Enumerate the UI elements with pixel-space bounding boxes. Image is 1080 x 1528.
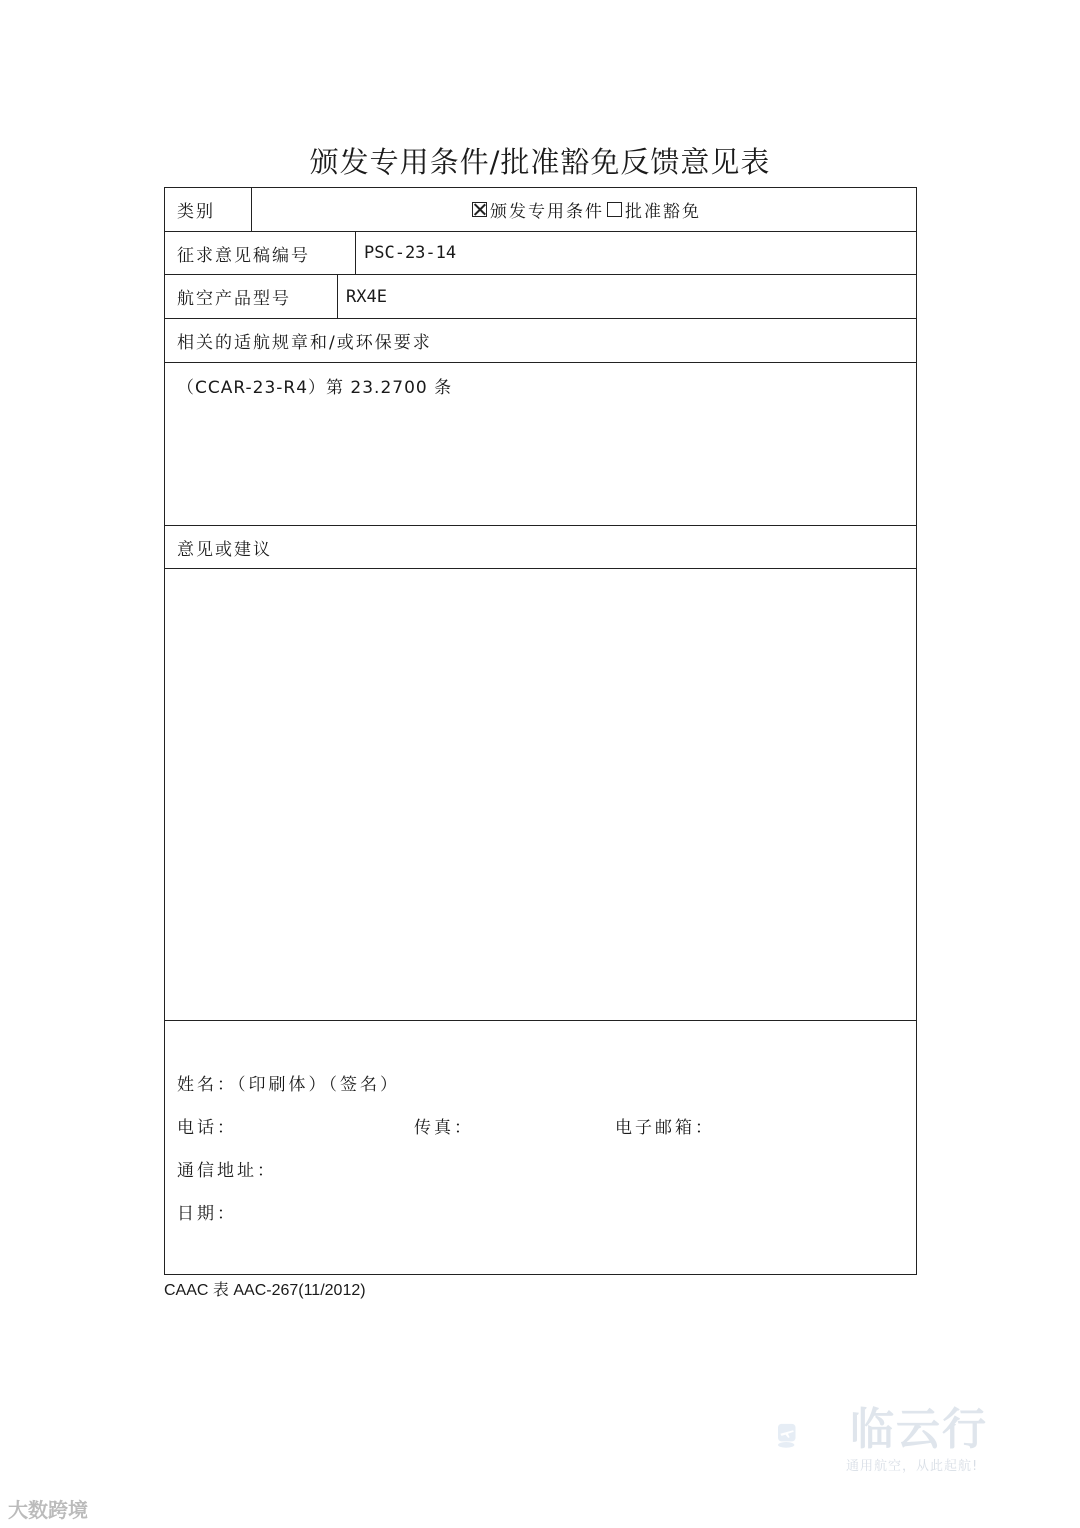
phone-field[interactable]: 电话： xyxy=(177,1118,237,1138)
checked-box-icon[interactable] xyxy=(472,202,487,217)
product-model-label: 航空产品型号 xyxy=(177,289,291,309)
comments-area[interactable] xyxy=(165,569,916,1021)
watermark-slogan: 通用航空，从此起航! xyxy=(846,1459,979,1474)
name-field[interactable]: 姓名：（印刷体）（签名） xyxy=(177,1075,400,1095)
email-field[interactable]: 电子邮箱： xyxy=(615,1118,715,1138)
draft-no-value xyxy=(355,232,916,274)
feedback-form xyxy=(164,187,917,1275)
form-code-footer: CAAC 表 AAC-267(11/2012) xyxy=(164,1282,366,1299)
draft-no-label: 征求意见稿编号 xyxy=(177,245,310,266)
fax-field[interactable]: 传真： xyxy=(414,1118,474,1138)
draft-no-text: PSC-23-14 xyxy=(364,243,457,263)
draft-no-row xyxy=(165,232,916,275)
regulations-value: （CCAR-23-R4）第 23.2700 条 xyxy=(177,378,453,398)
contact-section xyxy=(165,1021,916,1274)
category-row xyxy=(165,188,916,232)
category-options xyxy=(251,188,916,231)
option-exemption: 批准豁免 xyxy=(625,202,701,222)
product-model-value xyxy=(337,275,916,318)
address-field[interactable]: 通信地址： xyxy=(177,1161,277,1181)
watermark-brand: 临云行 xyxy=(850,1404,988,1455)
category-label: 类别 xyxy=(177,202,215,222)
date-field[interactable]: 日期： xyxy=(177,1204,237,1224)
corner-watermark: 大数跨境 xyxy=(8,1498,88,1522)
page-title: 颁发专用条件/批准豁免反馈意见表 xyxy=(309,145,771,179)
unchecked-box-icon[interactable] xyxy=(607,202,622,217)
comments-label: 意见或建议 xyxy=(177,539,272,560)
regulations-label-row xyxy=(165,319,916,363)
option-special-conditions: 颁发专用条件 xyxy=(490,202,604,222)
plane-logo-icon xyxy=(778,1395,848,1479)
product-model-text: RX4E xyxy=(346,286,387,307)
regulations-value-row xyxy=(165,363,916,526)
regulations-label: 相关的适航规章和/或环保要求 xyxy=(177,333,432,353)
comments-label-row xyxy=(165,526,916,569)
product-model-row xyxy=(165,275,916,319)
